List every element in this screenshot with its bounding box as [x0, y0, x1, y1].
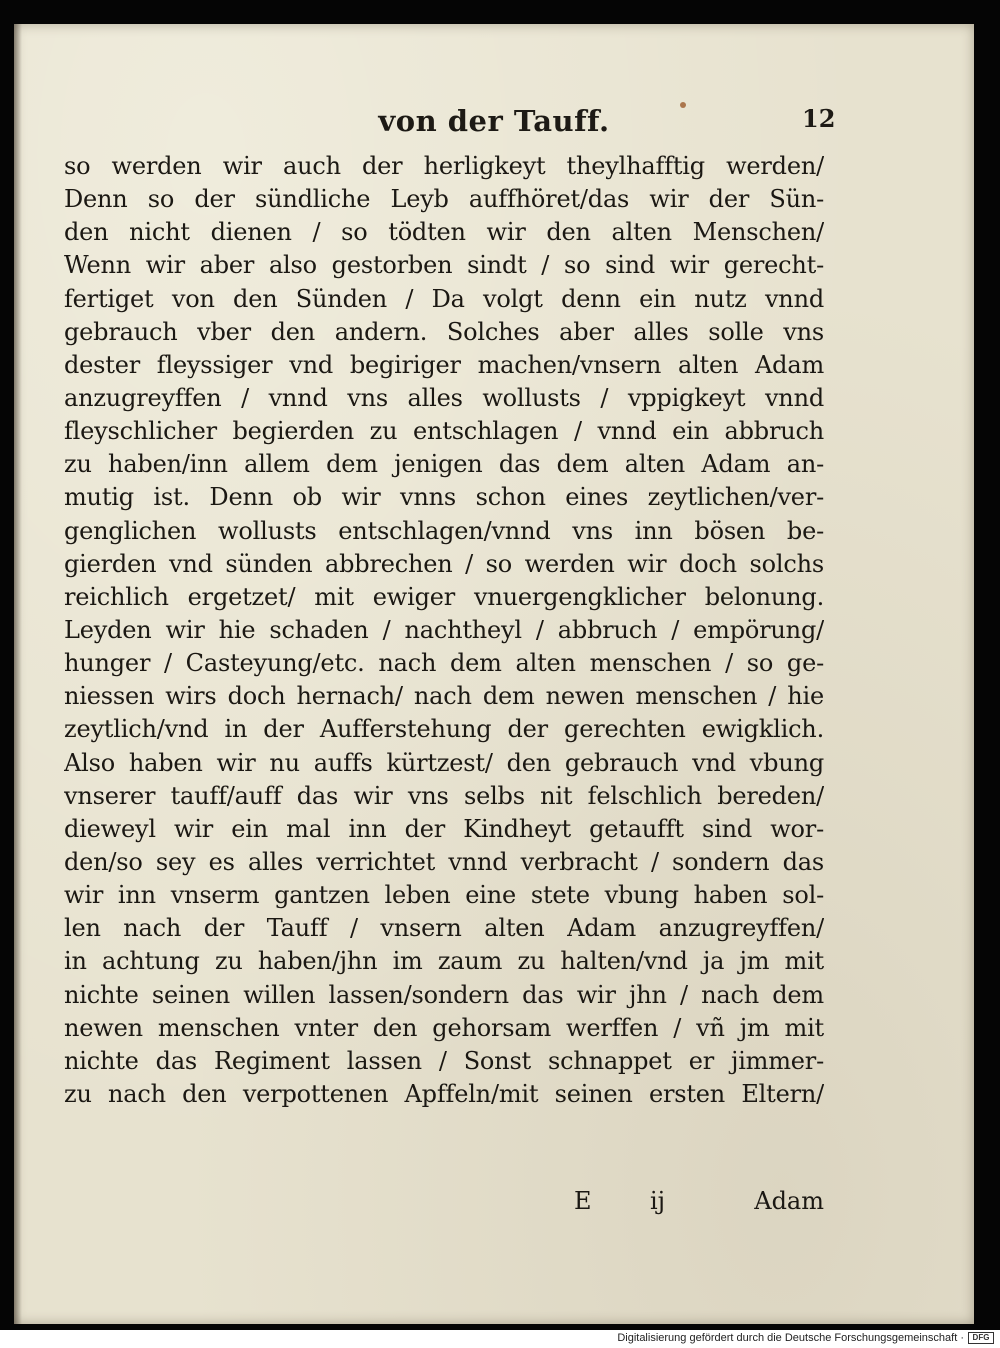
page-gutter-shadow: [14, 24, 22, 1324]
funding-notice: Digitalisierung gefördert durch die Deutsche Forschungsgemeinschaft ·: [617, 1332, 964, 1344]
text-line: in achtung zu haben/jhn im zaum zu halten/vnd ja jm mit: [64, 947, 824, 976]
text-line: nichte seinen willen lassen/sondern das wir jhn / nach dem: [64, 980, 824, 1009]
text-line: so werden wir auch der herligkeyt theylhafftig werden/: [64, 152, 824, 180]
text-line: zu nach den verpottenen Apffeln/mit seinen ersten Eltern/: [64, 1079, 824, 1108]
text-line: wir inn vnserm gantzen leben eine stete vbung haben sol-: [64, 881, 824, 910]
running-title: von der Tauff.: [378, 104, 610, 138]
text-line: reichlich ergetzet/ mit ewiger vnuergengklicher belonung.: [64, 582, 824, 611]
text-line: dester fleyssiger vnd begiriger machen/vnsern alten Adam: [64, 350, 824, 379]
text-line: hunger / Casteyung/etc. nach dem alten menschen / so ge-: [64, 649, 824, 678]
catchword: Adam: [754, 1187, 824, 1215]
text-line: fertiget von den Sünden / Da volgt denn ein nutz vnnd: [64, 284, 824, 313]
text-line: genglichen wollusts entschlagen/vnnd vns inn bösen be-: [64, 516, 824, 545]
dfg-logo: DFG: [968, 1332, 994, 1344]
text-line: gebrauch vber den andern. Solches aber alles solle vns: [64, 317, 824, 346]
text-line: den/so sey es alles verrichtet vnnd verbracht / sondern das: [64, 847, 824, 876]
text-line: zu haben/inn allem dem jenigen das dem alten Adam an-: [64, 450, 824, 479]
text-line: nichte das Regiment lassen / Sonst schnappet er jimmer-: [64, 1046, 824, 1075]
body-text: [64, 150, 824, 1111]
text-line: len nach der Tauff / vnsern alten Adam anzugreyffen/: [64, 914, 824, 943]
text-line: mutig ist. Denn ob wir vnns schon eines zeytlichen/ver-: [64, 483, 824, 512]
text-line: den nicht dienen / so tödten wir den alten Menschen/: [64, 218, 824, 247]
footer-bar: [0, 1330, 1000, 1348]
signature-mark: E: [574, 1187, 592, 1215]
text-line: vnserer tauff/auff das wir vns selbs nit felschlich bereden/: [64, 781, 824, 810]
text-line: niessen wirs doch hernach/ nach dem newen menschen / hie: [64, 682, 824, 711]
text-line: zeytlich/vnd in der Aufferstehung der gerechten ewigklich.: [64, 715, 824, 744]
text-line: gierden vnd sünden abbrechen / so werden wir doch solchs: [64, 549, 824, 578]
page-header: [14, 104, 974, 144]
text-line: Leyden wir hie schaden / nachtheyl / abbruch / empörung/: [64, 615, 824, 644]
text-line: newen menschen vnter den gehorsam werffen / vñ jm mit: [64, 1013, 824, 1042]
book-page: [14, 24, 974, 1324]
text-line: fleyschlicher begierden zu entschlagen / vnnd ein abbruch: [64, 417, 824, 446]
text-line: dieweyl wir ein mal inn der Kindheyt getaufft sind wor-: [64, 814, 824, 843]
text-line: Wenn wir aber also gestorben sindt / so sind wir gerecht-: [64, 251, 824, 280]
signature-line: [574, 1184, 824, 1218]
text-line: anzugreyffen / vnnd vns alles wollusts / vppigkeyt vnnd: [64, 383, 824, 412]
folio-number: 12: [802, 104, 836, 133]
text-line: Denn so der sündliche Leyb auffhöret/das wir der Sün-: [64, 185, 824, 214]
text-line: Also haben wir nu auffs kürtzest/ den gebrauch vnd vbung: [64, 748, 824, 777]
signature-number: ij: [650, 1187, 666, 1215]
